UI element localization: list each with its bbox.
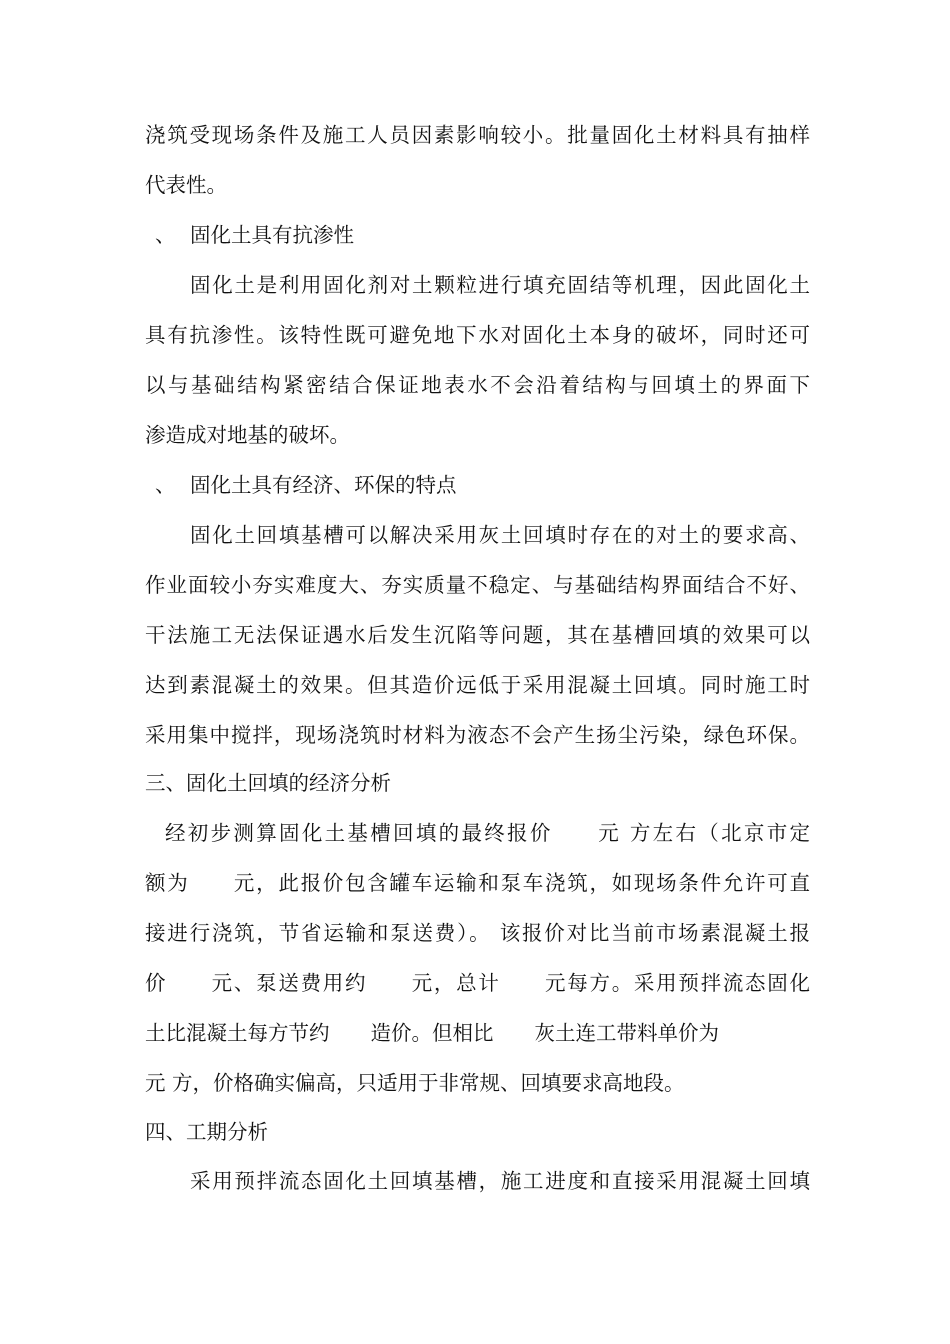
paragraph-4-line-6: 元 方，价格确实偏高，只适用于非常规、回填要求高地段。 [145,1071,685,1095]
paragraph-2-line-2: 具有抗渗性。该特性既可避免地下水对固化土本身的破坏，同时还可 [145,323,810,347]
paragraph-4-line-2: 额为 元，此报价包含罐车运输和泵车浇筑，如现场条件允许可直 [145,871,810,895]
paragraph-3-line-4: 达到素混凝土的效果。但其造价远低于采用混凝土回填。同时施工时 [145,673,810,697]
heading-3: 三、固化土回填的经济分析 [145,771,391,795]
paragraph-3-line-3: 干法施工无法保证遇水后发生沉陷等问题，其在基槽回填的效果可以 [145,623,810,647]
heading-4: 四、工期分析 [145,1120,268,1144]
paragraph-3-line-2: 作业面较小夯实难度大、夯实质量不稳定、与基础结构界面结合不好、 [145,573,810,597]
paragraph-4-line-1: 经初步测算固化土基槽回填的最终报价 元 方左右（北京市定 [165,821,810,845]
section-c-title: 固化土具有经济、环保的特点 [190,473,457,497]
paragraph-4-line-4: 价 元、泵送费用约 元，总计 元每方。采用预拌流态固化 [145,971,810,995]
paragraph-1-line-1: 浇筑受现场条件及施工人员因素影响较小。批量固化土材料具有抽样 [145,123,810,147]
paragraph-4-line-3: 接进行浇筑，节省运输和泵送费）。 该报价对比当前市场素混凝土报 [145,921,810,945]
section-b-title: 固化土具有抗渗性 [190,223,354,247]
section-c-marker: 、 [155,473,176,497]
paragraph-2-line-3: 以与基础结构紧密结合保证地表水不会沿着结构与回填土的界面下 [145,373,810,397]
paragraph-2-line-4: 渗造成对地基的破坏。 [145,423,350,447]
paragraph-3-line-1: 固化土回填基槽可以解决采用灰土回填时存在的对土的要求高、 [190,523,810,547]
paragraph-3-line-5: 采用集中搅拌，现场浇筑时材料为液态不会产生扬尘污染，绿色环保。 [145,723,810,747]
paragraph-4-line-5: 土比混凝土每方节约 造价。但相比 灰土连工带料单价为 [145,1021,719,1045]
section-b-marker: 、 [155,223,176,247]
paragraph-1-line-2: 代表性。 [145,173,227,197]
paragraph-2-line-1: 固化土是利用固化剂对土颗粒进行填充固结等机理，因此固化土 [190,273,810,297]
paragraph-5-line-1: 采用预拌流态固化土回填基槽，施工进度和直接采用混凝土回填 [190,1169,810,1193]
